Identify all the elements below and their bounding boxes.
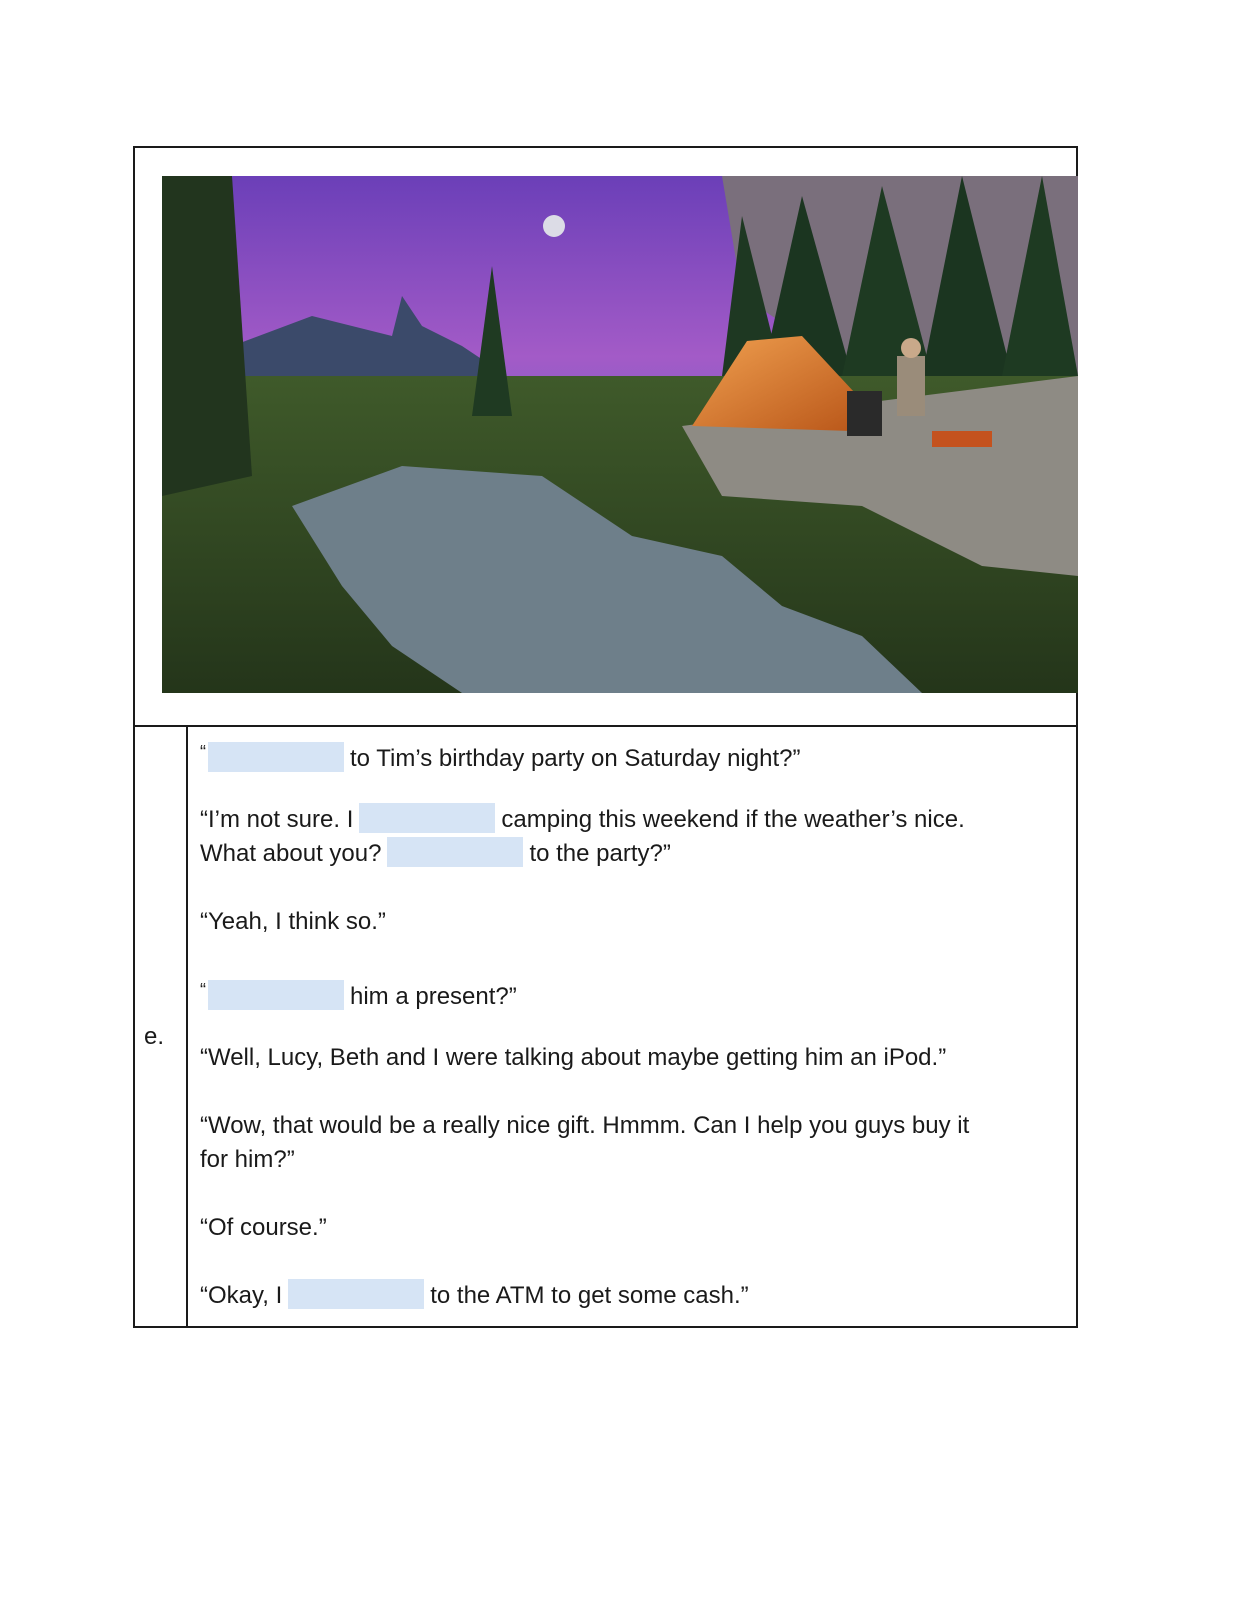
dialogue-cell	[200, 725, 1062, 1326]
item-label-cell	[135, 725, 188, 1326]
dialog-line-9: “Of course.”	[200, 1214, 327, 1241]
answer-blank-2[interactable]	[359, 803, 495, 833]
dialog-text: “I’m not sure. I	[200, 806, 354, 833]
dialog-line-3	[200, 837, 671, 871]
open-quote: “	[200, 980, 206, 1000]
dialog-line-2	[200, 803, 965, 837]
item-letter: e.	[144, 1023, 165, 1050]
dialog-text: camping this weekend if the weather’s nice.	[501, 806, 965, 833]
dialog-text: What about you?	[200, 840, 382, 867]
exercise-table	[133, 146, 1078, 1328]
dialog-line-7: “Wow, that would be a really nice gift. Hmmm. Can I help you guys buy it	[200, 1112, 970, 1139]
image-row	[135, 148, 1076, 727]
answer-blank-3[interactable]	[387, 837, 523, 867]
dialog-line-6: “Well, Lucy, Beth and I were talking about maybe getting him an iPod.”	[200, 1044, 947, 1071]
dialog-line-10	[200, 1279, 749, 1313]
dialog-line-4: “Yeah, I think so.”	[200, 908, 386, 935]
camping-scene-photo	[162, 176, 1078, 693]
dialog-text: to Tim’s birthday party on Saturday night?”	[350, 745, 801, 772]
dialog-text: “Okay, I	[200, 1282, 283, 1309]
answer-blank-4[interactable]	[208, 980, 344, 1010]
answer-blank-5[interactable]	[288, 1279, 424, 1309]
answer-blank-1[interactable]	[208, 742, 344, 772]
open-quote: “	[200, 742, 206, 762]
dialog-line-5	[200, 973, 517, 1014]
dialog-text: to the party?”	[529, 840, 671, 867]
dialog-text: to the ATM to get some cash.”	[430, 1282, 749, 1309]
dialog-text: him a present?”	[350, 983, 517, 1010]
dialog-line-1	[200, 735, 800, 776]
dialog-line-8: for him?”	[200, 1146, 295, 1173]
